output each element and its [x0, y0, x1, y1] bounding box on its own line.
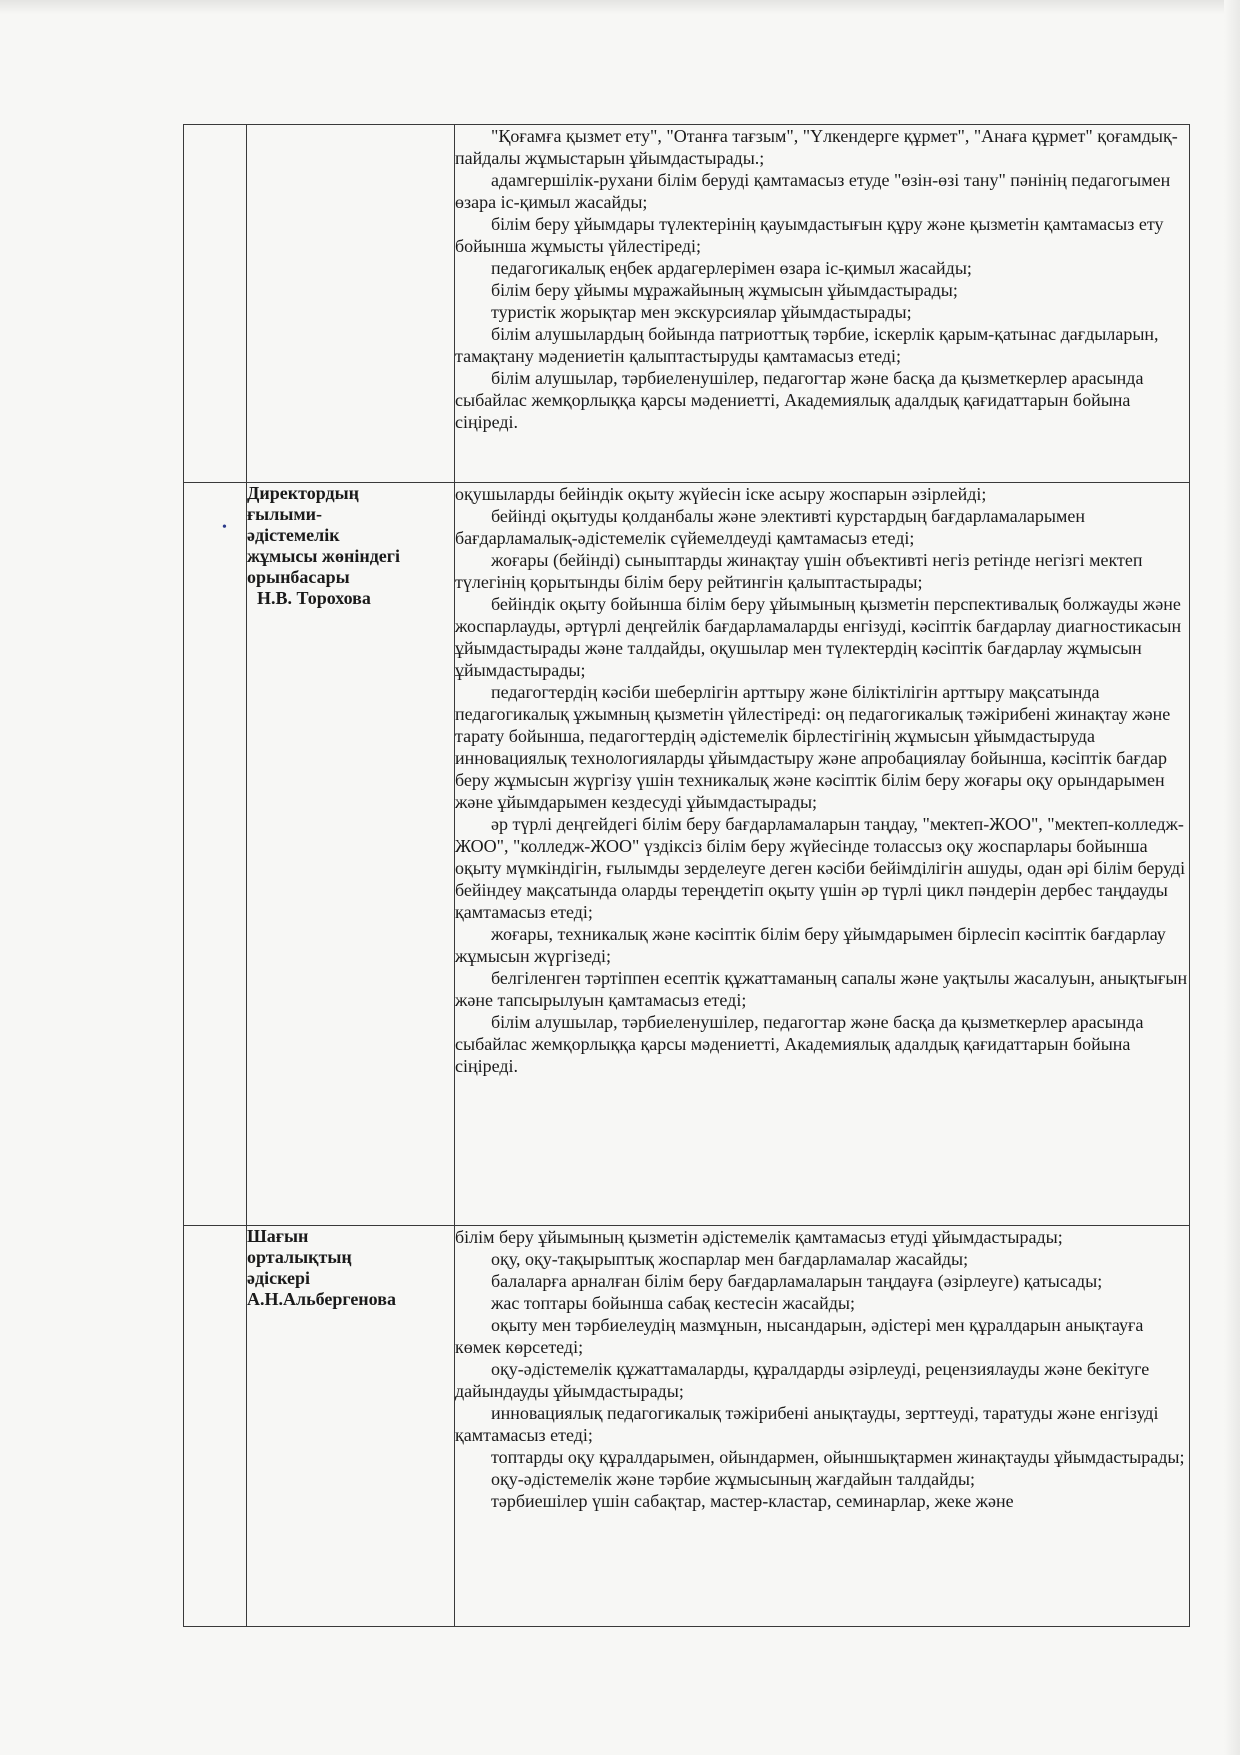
role-title-line: ғылыми- [247, 504, 323, 524]
duty-item: оқу-әдістемелік және тәрбие жұмысының жағдайын талдайды; [491, 1469, 975, 1489]
duty-item: тәрбиешілер үшін сабақтар, мастер-кластар, семинарлар, жеке және [491, 1491, 1014, 1511]
duty-item: бейінді оқытуды қолданбалы және элективті курстардың бағдарламаларымен бағдарламалық-әдістемелік сүйемелдеуді қамтамасыз етеді; [455, 506, 1086, 548]
duty-item: адамгершілік-рухани білім беруді қамтамасыз етуде "өзін-өзі тану" пәнінің педагогымен өзара іс-қимыл жасайды; [455, 170, 1171, 212]
duty-item: білім беру ұйымы мұражайының жұмысын ұйымдастырады; [491, 280, 958, 300]
role-cell [247, 1226, 455, 1627]
duties-cell [455, 483, 1190, 1226]
number-cell [184, 1226, 247, 1627]
duties-cell [455, 1226, 1190, 1627]
person-name: А.Н.Альбергенова [247, 1289, 396, 1309]
table-row [184, 1226, 1190, 1627]
duty-item: бейіндік оқыту бойынша білім беру ұйымының қызметін перспективалық болжауды және жоспарлауды, әртүрлі деңгейлік бағдарламаларды енгізуді, кәсіптік бағдарлау диагностикасын ұйымдастырады және талдайды, оқушылар мен түлектердің кәсіптік бағдарлау жұмысын ұйымдастырады; [455, 594, 1182, 680]
role-title-line: жұмысы жөніндегі [247, 546, 400, 566]
duty-item: жоғары (бейінді) сыныптарды жинақтау үшін объективті негіз ретінде негізгі мектеп түлегінің қорытынды білім беру рейтингін қалыптастырады; [455, 550, 1143, 592]
duty-item: әр түрлі деңгейдегі білім беру бағдарламаларын таңдау, "мектеп-ЖОО", "мектеп-колледж-ЖОО", "колледж-ЖОО" үздіксіз білім беру жүйесінде толассыз оқу жоспарлары бойынша оқыту мүмкіндігін, ғылымды зерделеуге деген кәсіби бейімділігін ашуды, одан әрі білім беруді бейіндеу мақсатында оларды тереңдетіп оқыту үшін әр түрлі цикл пәндерін дербес таңдауды қамтамасыз етеді; [455, 814, 1186, 922]
duty-item: педагогикалық еңбек ардагерлерімен өзара іс-қимыл жасайды; [491, 258, 972, 278]
duty-item: білім беру ұйымдары түлектерінің қауымдастығын құру және қызметін қамтамасыз ету бойынша жұмысты үйлестіреді; [455, 214, 1164, 256]
duty-item: жоғары, техникалық және кәсіптік білім беру ұйымдарымен бірлесіп кәсіптік бағдарлау жұмысын жүргізеді; [455, 924, 1166, 966]
table-row [184, 483, 1190, 1226]
duty-item: оқу, оқу-тақырыптық жоспарлар мен бағдарламалар жасайды; [491, 1249, 969, 1269]
duty-item: оқыту мен тәрбиелеудің мазмұнын, нысандарын, әдістері мен құралдарын анықтауға көмек көрсетеді; [455, 1315, 1144, 1357]
duty-item: білім алушылар, тәрбиеленушілер, педагогтар және басқа да қызметкерлер арасында сыбайлас жемқорлыққа қарсы мәдениетті, Академиялық адалдық қағидаттарын бойына сіңіреді. [455, 368, 1144, 432]
duty-item: білім алушылар, тәрбиеленушілер, педагогтар және басқа да қызметкерлер арасында сыбайлас жемқорлыққа қарсы мәдениетті, Академиялық адалдық қағидаттарын бойына сіңіреді. [455, 1012, 1144, 1076]
scan-edge-right [1224, 0, 1240, 1755]
duty-item: оқу-әдістемелік құжаттамаларды, құралдарды әзірлеуді, рецензиялауды және бекітуге дайындауды ұйымдастырады; [455, 1359, 1150, 1401]
role-cell [247, 483, 455, 1226]
role-title-line: Шағын [247, 1226, 309, 1246]
duty-item: жас топтары бойынша сабақ кестесін жасайды; [491, 1293, 855, 1313]
number-cell [184, 125, 247, 483]
duty-item: балаларға арналған білім беру бағдарламаларын таңдауға (әзірлеуге) қатысады; [491, 1271, 1103, 1291]
duty-item: "Қоғамға қызмет ету", "Отанға тағзым", "Үлкендерге құрмет", "Анаға құрмет" қоғамдық-пайдалы жұмыстарын ұйымдастырады.; [455, 126, 1178, 168]
role-title-line: әдістемелік [247, 525, 340, 545]
role-cell [247, 125, 455, 483]
duty-item: инновациялық педагогикалық тәжірибені анықтауды, зерттеуді, таратуды және енгізуді қамтамасыз етеді; [455, 1403, 1159, 1445]
duty-item: белгіленген тәртіппен есептік құжаттаманың сапалы және уақтылы жасалуын, анықтығын және тапсырылуын қамтамасыз етеді; [455, 968, 1188, 1010]
role-title-line: орынбасары [247, 567, 350, 587]
number-cell [184, 483, 247, 1226]
role-title-line: орталықтың [247, 1247, 352, 1267]
ink-mark: • [222, 520, 227, 535]
person-name: Н.В. Торохова [257, 588, 371, 608]
table-row [184, 125, 1190, 483]
scan-edge-top [0, 0, 1240, 14]
duties-cell [455, 125, 1190, 483]
duties-table [183, 124, 1190, 1627]
role-title-line: әдіскері [247, 1268, 311, 1288]
role-title-line: Директордың [247, 483, 360, 503]
duty-item: педагогтердің кәсіби шеберлігін арттыру және біліктілігін арттыру мақсатында педагогикалық ұжымның қызметін үйлестіреді: оң педагогикалық тәжірибені жинақтау және тарату бойынша, педагогтердің әдістемелік бірлестігінің жұмысын ұйымдастыруда инновациялық технологияларды ұйымдастыру және апробациялау бойынша, кәсіптік бағдар беру жұмысын жүргізу үшін техникалық және кәсіптік білім беру жоғары оқу орындарымен және ұйымдарымен кездесуді ұйымдастырады; [455, 682, 1171, 812]
duty-item: білім беру ұйымының қызметін әдістемелік қамтамасыз етуді ұйымдастырады; [455, 1227, 1063, 1247]
duty-item: оқушыларды бейіндік оқыту жүйесін іске асыру жоспарын әзірлейді; [455, 484, 987, 504]
duty-item: топтарды оқу құралдарымен, ойындармен, ойыншықтармен жинақтауды ұйымдастырады; [491, 1447, 1185, 1467]
duty-item: туристік жорықтар мен экскурсиялар ұйымдастырады; [491, 302, 912, 322]
duty-item: білім алушылардың бойында патриоттық тәрбие, іскерлік қарым-қатынас дағдыларын, тамақтану мәдениетін қалыптастыруды қамтамасыз етеді; [455, 324, 1159, 366]
